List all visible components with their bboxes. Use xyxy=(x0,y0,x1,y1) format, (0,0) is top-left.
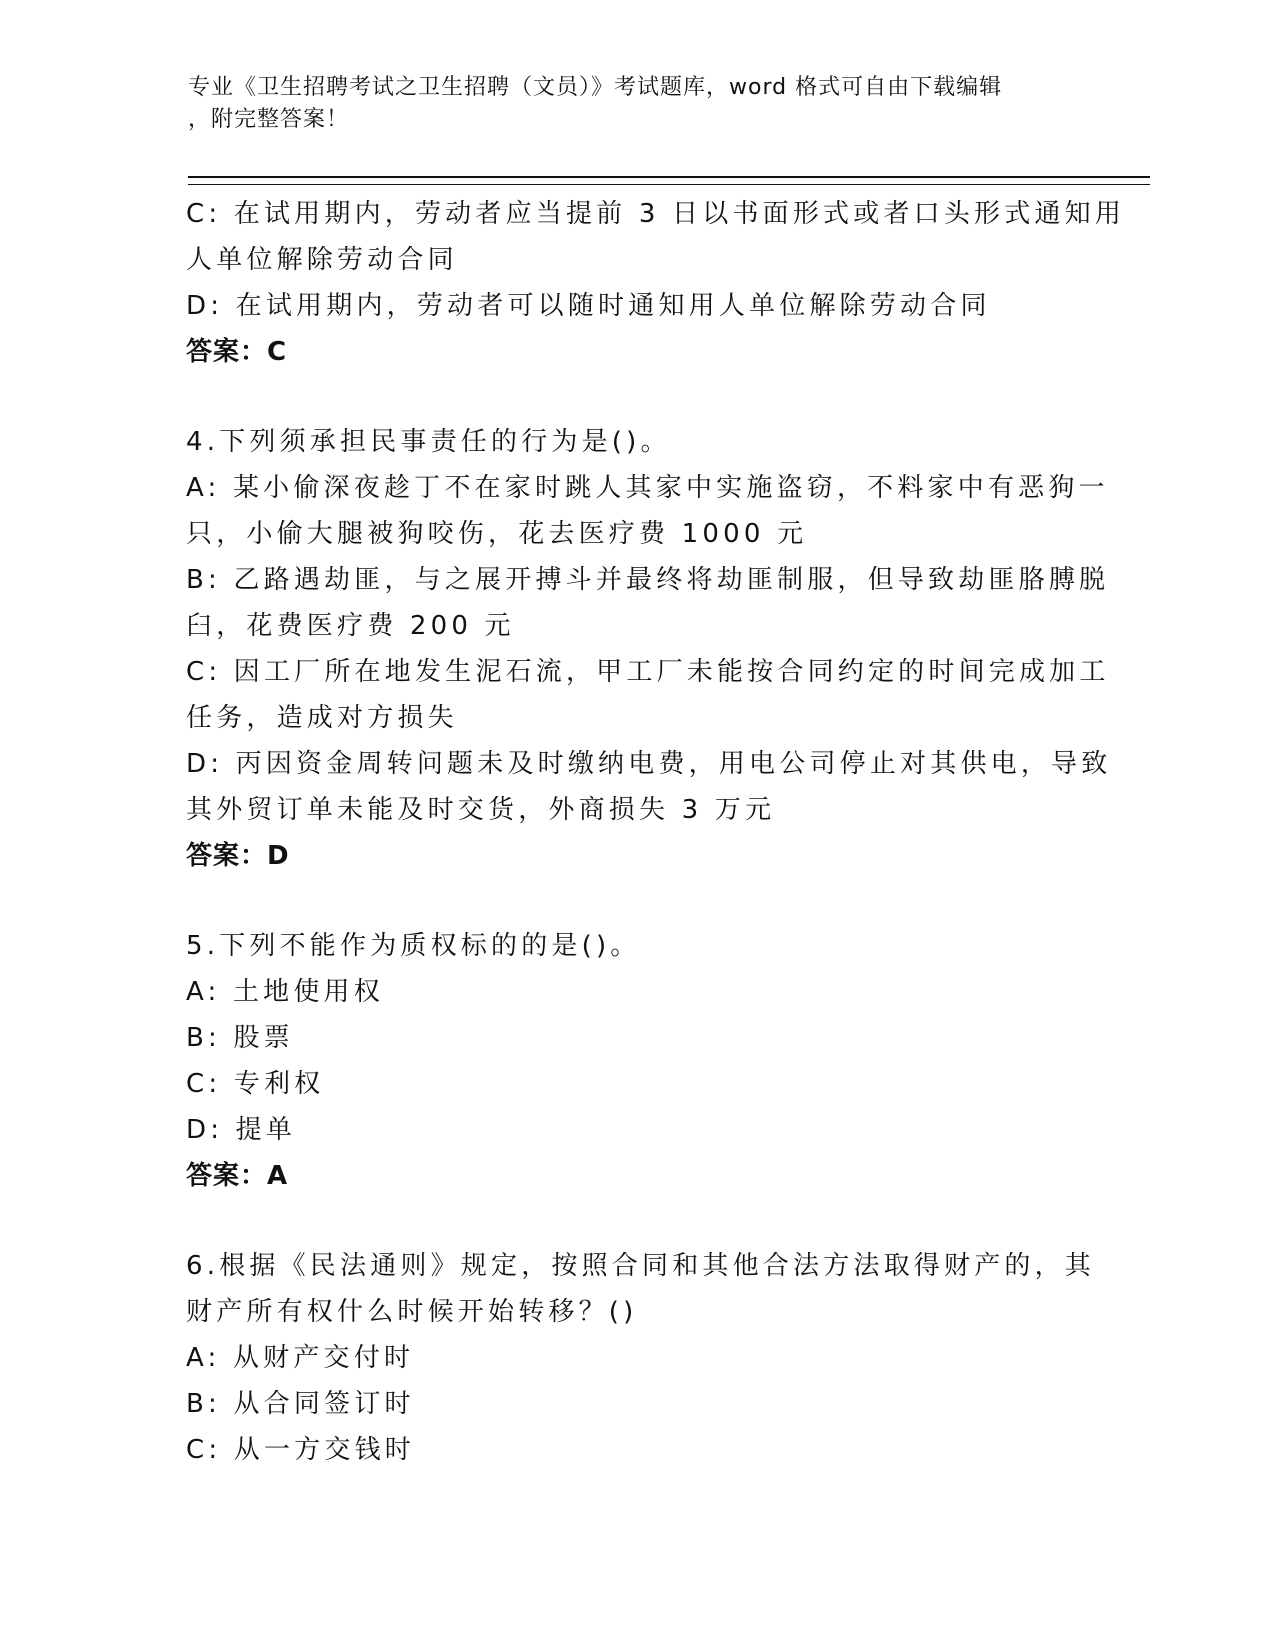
question-list xyxy=(186,191,1126,1473)
question-line: 只，小偷大腿被狗咬伤，花去医疗费 1000 元 xyxy=(186,519,808,549)
question-block xyxy=(186,191,1126,375)
question-line: C: 专利权 xyxy=(186,1069,325,1099)
question-line: 6.根据《民法通则》规定，按照合同和其他合法方法取得财产的，其 xyxy=(186,1251,1096,1281)
question-line: A: 某小偷深夜趁丁不在家时跳人其家中实施盗窃，不料家中有恶狗一 xyxy=(186,473,1109,503)
question-line: 4.下列须承担民事责任的行为是()。 xyxy=(186,427,671,457)
header-line: ，附完整答案！ xyxy=(188,107,350,132)
document-header xyxy=(188,72,1068,136)
question-line: C: 因工厂所在地发生泥石流，甲工厂未能按合同约定的时间完成加工 xyxy=(186,657,1110,687)
question-line: C: 从一方交钱时 xyxy=(186,1435,415,1465)
answer-line: 答案：D xyxy=(186,841,290,871)
answer-line: 答案：A xyxy=(186,1161,289,1191)
question-line: A: 土地使用权 xyxy=(186,977,384,1007)
question-line: A: 从财产交付时 xyxy=(186,1343,415,1373)
question-block xyxy=(186,923,1086,1199)
question-line: 财产所有权什么时候开始转移？() xyxy=(186,1297,638,1327)
question-line: 臼，花费医疗费 200 元 xyxy=(186,611,515,641)
question-line: B: 从合同签订时 xyxy=(186,1389,415,1419)
question-line: B: 股票 xyxy=(186,1023,294,1053)
question-line: D: 在试用期内，劳动者可以随时通知用人单位解除劳动合同 xyxy=(186,291,991,321)
question-line: B: 乙路遇劫匪，与之展开搏斗并最终将劫匪制服，但导致劫匪胳膊脱 xyxy=(186,565,1110,595)
question-line: 任务，造成对方损失 xyxy=(186,703,458,733)
question-line: 人单位解除劳动合同 xyxy=(186,245,458,275)
question-line: D: 提单 xyxy=(186,1115,297,1145)
question-block xyxy=(186,1243,1096,1473)
question-line: C: 在试用期内，劳动者应当提前 3 日以书面形式或者口头形式通知用 xyxy=(186,199,1126,229)
question-line: 其外贸订单未能及时交货，外商损失 3 万元 xyxy=(186,795,776,825)
header-line: 专业《卫生招聘考试之卫生招聘（文员）》考试题库，word 格式可自由下载编辑 xyxy=(188,75,1003,100)
question-block xyxy=(186,419,1112,879)
answer-line: 答案：C xyxy=(186,337,288,367)
question-line: 5.下列不能作为质权标的的是()。 xyxy=(186,931,641,961)
header-divider xyxy=(188,176,1150,185)
question-line: D: 丙因资金周转问题未及时缴纳电费，用电公司停止对其供电，导致 xyxy=(186,749,1112,779)
